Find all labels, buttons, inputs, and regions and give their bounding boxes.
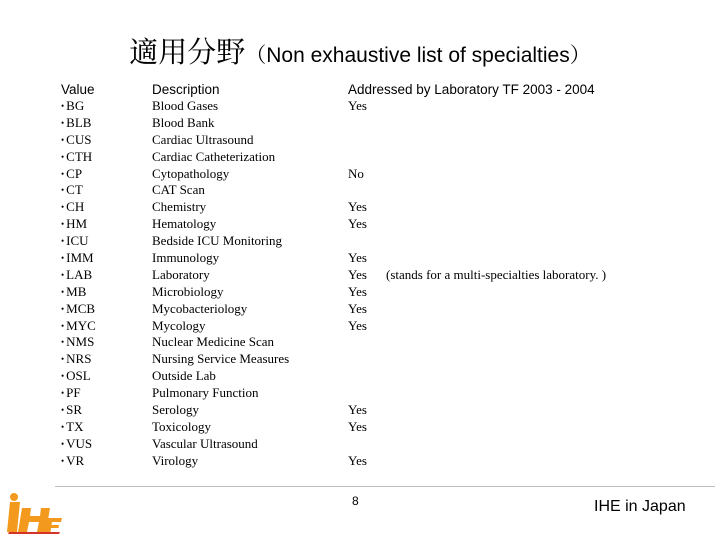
row-value-text: MYC <box>66 317 96 333</box>
bullet-icon: • <box>61 388 65 399</box>
bullet-icon: • <box>61 202 65 213</box>
row-value <box>61 385 81 402</box>
row-addressed: Yes <box>348 317 367 333</box>
row-description: Toxicology <box>152 418 212 434</box>
row-addressed: Yes <box>348 283 367 299</box>
row-description: Virology <box>152 452 199 468</box>
specialty-table <box>0 98 720 470</box>
table-row <box>0 419 720 436</box>
row-value <box>61 115 91 132</box>
row-value <box>61 419 84 436</box>
row-addressed: Yes <box>348 402 367 418</box>
row-description: Laboratory <box>152 266 210 282</box>
bullet-icon: • <box>61 185 65 196</box>
row-value <box>61 351 91 368</box>
row-value <box>61 318 96 335</box>
row-value <box>61 182 83 199</box>
row-description: Nursing Service Measures <box>152 351 290 367</box>
row-description: Cardiac Catheterization <box>152 148 276 164</box>
bullet-icon: • <box>61 371 65 382</box>
bullet-icon: • <box>61 168 65 179</box>
row-value <box>61 436 92 453</box>
row-value-text: OSL <box>66 368 91 384</box>
row-value-text: BLB <box>66 114 92 130</box>
bullet-icon: • <box>61 236 65 247</box>
row-value <box>61 267 92 284</box>
row-value-text: CUS <box>66 131 92 147</box>
row-addressed: Yes <box>348 452 367 468</box>
row-value-text: LAB <box>66 266 93 282</box>
row-description: Pulmonary Function <box>152 385 259 401</box>
bullet-icon: • <box>61 101 65 111</box>
table-row <box>0 166 720 183</box>
slide-title <box>0 30 720 71</box>
row-value-text: CP <box>66 165 83 181</box>
row-description: Blood Gases <box>152 98 219 113</box>
row-value-text: VUS <box>66 435 93 451</box>
footer-text: IHE in Japan <box>594 498 686 515</box>
table-row <box>0 318 720 335</box>
row-addressed: Yes <box>348 216 367 232</box>
title-japanese: 適用分野 <box>129 35 246 69</box>
table-row <box>0 199 720 216</box>
bullet-icon: • <box>61 253 65 264</box>
table-row <box>0 182 720 199</box>
row-value-text: NMS <box>66 334 95 350</box>
row-value-text: MB <box>66 283 87 299</box>
row-description: Cardiac Ultrasound <box>152 131 254 147</box>
row-description: Chemistry <box>152 199 207 215</box>
row-value-text: HM <box>66 216 88 232</box>
table-row <box>0 98 720 115</box>
row-value <box>61 301 95 318</box>
row-description: Cytopathology <box>152 165 230 181</box>
row-addressed: Yes <box>348 266 367 282</box>
bullet-icon: • <box>61 320 65 331</box>
row-value <box>61 132 91 149</box>
row-addressed: Yes <box>348 199 367 215</box>
ihe-logo-icon <box>4 488 64 534</box>
table-row <box>0 267 720 284</box>
bullet-icon: • <box>61 303 65 314</box>
row-description: Serology <box>152 402 199 418</box>
row-value <box>61 166 82 183</box>
row-value-text: ICU <box>66 233 89 249</box>
table-row <box>0 385 720 402</box>
row-addressed: Yes <box>348 250 367 266</box>
bullet-icon: • <box>61 438 65 449</box>
row-value <box>61 284 86 301</box>
row-value-text: CT <box>66 182 83 198</box>
table-row <box>0 149 720 166</box>
table-row <box>0 334 720 351</box>
table-row <box>0 284 720 301</box>
table-row <box>0 115 720 132</box>
row-description: Outside Lab <box>152 368 216 384</box>
table-row <box>0 368 720 385</box>
row-note: (stands for a multi-specialties laboratory. ) <box>386 266 607 282</box>
row-value <box>61 334 94 351</box>
row-value <box>61 453 84 470</box>
row-description: Hematology <box>152 216 217 232</box>
bullet-icon: • <box>61 117 65 128</box>
row-value <box>61 216 87 233</box>
bullet-icon: • <box>61 151 65 162</box>
row-description: CAT Scan <box>152 182 205 198</box>
row-addressed: Yes <box>348 98 367 113</box>
bullet-icon: • <box>61 286 65 297</box>
row-value-text: PF <box>66 385 81 401</box>
bullet-icon: • <box>61 354 65 365</box>
table-row <box>0 402 720 419</box>
table-row <box>0 436 720 453</box>
row-value <box>61 250 94 267</box>
row-description: Vascular Ultrasound <box>152 435 258 451</box>
row-value <box>61 149 92 166</box>
row-value <box>61 199 84 216</box>
table-row <box>0 351 720 368</box>
row-description: Immunology <box>152 250 220 266</box>
row-description: Mycology <box>152 317 206 333</box>
row-addressed: Yes <box>348 300 367 316</box>
header-description: Description <box>152 82 220 97</box>
row-value-text: NRS <box>66 351 92 367</box>
row-value-text: MCB <box>66 300 96 316</box>
page-number: 8 <box>352 494 359 508</box>
row-value-text: TX <box>66 418 84 434</box>
row-value-text: VR <box>66 452 85 468</box>
bullet-icon: • <box>61 219 65 230</box>
row-value <box>61 233 89 250</box>
footer-divider <box>55 486 715 487</box>
row-description: Microbiology <box>152 283 224 299</box>
table-row <box>0 132 720 149</box>
row-value-text: IMM <box>66 250 94 266</box>
row-value-text: SR <box>66 402 83 418</box>
row-value <box>61 368 91 385</box>
row-description: Bedside ICU Monitoring <box>152 233 282 249</box>
table-row <box>0 216 720 233</box>
bullet-icon: • <box>61 134 65 145</box>
table-row <box>0 301 720 318</box>
bullet-icon: • <box>61 269 65 280</box>
logo-text: IHE <box>4 488 6 489</box>
table-row <box>0 233 720 250</box>
row-addressed: Yes <box>348 418 367 434</box>
row-value-text: BG <box>66 98 85 113</box>
table-row <box>0 453 720 470</box>
row-value-text: CTH <box>66 148 93 164</box>
row-description: Nuclear Medicine Scan <box>152 334 275 350</box>
bullet-icon: • <box>61 405 65 416</box>
bullet-icon: • <box>61 421 65 432</box>
row-addressed: No <box>348 165 364 181</box>
row-value-text: CH <box>66 199 85 215</box>
row-description: Blood Bank <box>152 114 215 130</box>
title-english: （Non exhaustive list of specialties） <box>245 44 591 67</box>
header-value: Value <box>61 82 95 97</box>
header-addressed: Addressed by Laboratory TF 2003 - 2004 <box>348 82 595 97</box>
row-description: Mycobacteriology <box>152 300 248 316</box>
row-value <box>61 98 84 115</box>
table-row <box>0 250 720 267</box>
bullet-icon: • <box>61 337 65 348</box>
row-value <box>61 402 82 419</box>
bullet-icon: • <box>61 455 65 466</box>
